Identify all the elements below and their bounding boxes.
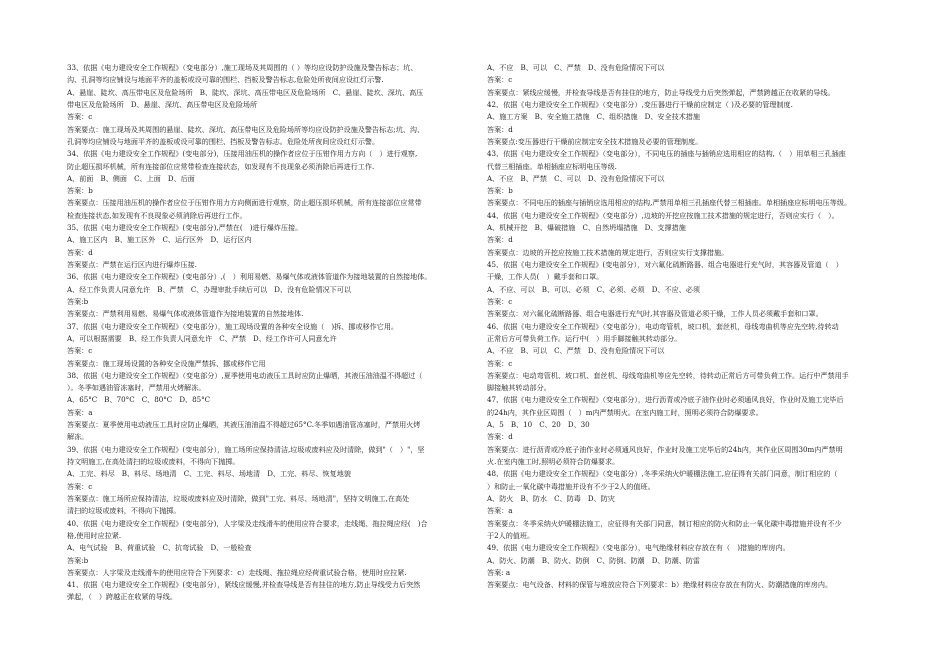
text-line: 答案要点：进行沥青或冷底子油作业时必须通风良好，作业时及施工完毕后的24h内，其作业区周围30m内严禁明 [487,444,843,454]
text-line: 检查连接状态,如发现有不良现象必须消除后再进行工作。 [67,210,247,220]
left-text-column [67,62,472,604]
text-line: 答案要点：人字梁及走线滑车的使用应符合下列要求：c）走线绳、拖拉绳应经荷重试验合格，使用时应拉紧. [67,567,407,577]
text-line: 正常后方可带负荷工作。运行中( ）用手脚接触其转动部分。 [487,333,682,343]
text-line: 48、依据《电力建设安全工作规程》（变电部分）,冬季采纳火炉暖棚法施工,应征得有关部门同意，制订相应的（ [487,469,838,479]
text-line: A、可以根据需要 B、经工作负责人同意允许 C、严禁 D、经工作许可人同意允许 [67,333,337,343]
text-line: 答案：d [487,124,513,134]
text-line: A、施工区内 B、施工区外 C、运行区外 D、运行区内 [67,235,252,245]
text-line: 答案：a [487,506,513,516]
text-line: 37、依据《电力建设安全工作规程》（变电部分），施工现场设置的各种安全设施（ )拆、挪或移作它用。 [67,321,399,331]
text-line: 答案:b [67,555,89,565]
text-line: A、电气试验 B、荷重试验 C、抗弯试验 D、一般检查 [67,543,252,553]
text-line: 45、依据《电力建设安全工作规程》(变电部分），对六氟化硫断路器、组合电器进行充气时，其容器及管道（ ） [487,260,843,269]
text-line: 答案要点：夏季使用电动液压工具时应防止爆晒，其液压油油温不得超过65°C.冬季如遇油管冻塞时，严禁用火烤 [67,420,421,430]
text-line: 答案：c [487,75,513,85]
text-line: 答案要点：紧线应缓慢，并检查导线是否有挂住的地方，防止导线受力后突然弹起，严禁跨越正在收紧的导线。 [487,87,835,97]
text-line: 41、依据《电力建设安全工作规程》(变电部分），紧线应缓慢,并检查导线是否有挂住的地方,防止导线受力后突然 [67,580,421,590]
text-line: A、不应 B、严禁 C、可以 D、没有危险情况下可以 [487,173,665,183]
text-line: 40、依据《电力建设安全工作规程》(变电部分)，人字梁及走线滑车的使用应符合要求，走线绳、拖拉绳应经( )合 [67,518,428,528]
text-line: 35、依据《电力建设安全工作规程》(变电部分),严禁在( )进行爆炸压接。 [67,223,303,233]
text-line: 答案要点：边坡的开挖应按施工技术措施的规定进行，否则应实行支撑措施。 [487,247,729,257]
text-line: 格,使用时应拉紧. [67,530,122,540]
text-line: 代替三相插座。单相插座应标明电压等级. [487,161,617,171]
text-line: A、前面 B、侧面 C、上面 D、后面 [67,173,195,183]
text-line: 答案要点：施工现场设置的各种安全设施严禁拆、挪或移作它用 [67,358,266,368]
text-line: 干燥，工作人员( ）戴手套和口罩。 [487,272,604,282]
text-line: 33、依据《电力建设安全工作规程》（变电部分）,施工现场及其周围的（ ）等均应设防护设施及警告标志；坑、 [67,63,418,72]
text-line: 46、依据《电力建设安全工作规程》（变电部分），电动弯管机，坡口机，套丝机，母线弯曲机等应先空转,待转动 [487,321,839,331]
text-line: A、机械开挖 B、爆破措施 C、自然坍塌措施 D、支撑措施 [487,223,686,233]
text-line: 47、依据《电力建设安全工作规程》（变电部分），进行沥青或冷底子油作业时必须通风良好，作业时及施工完毕后 [487,395,844,405]
text-line: 答案：c [67,346,93,356]
text-line: 49、依据《电力建设安全工作规程》（变电部分），电气绝缘材料应存放在有（ )措施的库房内。 [487,543,790,553]
text-line: ）。冬季如遇油管冻塞时，严禁用火烤解冻。 [67,383,206,393]
text-line: A、不应 B、可以 C、严禁 D、没有危险情况下可以 [487,346,665,356]
text-line: 答案：d [487,235,513,245]
text-line: 34、依据《电力建设安全工作规程》(变电部分)，压接用油压机的操作者应位于压钳作用力方向（ ）进行观察, [67,149,418,159]
text-line: 答案：b [487,186,513,196]
text-line: 答案要点：严禁利用易燃、易爆气体或液体管道作为接地装置的自然接地体. [67,309,304,319]
text-line: 43、依据《电力建设安全工作规程》（变电部分），不同电压的插座与插销应选用相应的结构,（ ）用单相三孔插座 [487,149,846,159]
text-line: 36、依据《电力建设安全工作规程》(变电部分）,( ）利用易燃、易爆气体或液体管道作为接地装置的自然接地体。 [67,272,432,282]
text-line: 清扫的垃圾或废料，不得向下抛掷。 [67,506,181,516]
right-text-column [487,62,892,591]
text-line: 44、依据《电力建设安全工作规程》（变电部分）,边坡的开挖应按施工技术措施的规定进行，否则应实行（ ）。 [487,210,839,220]
text-line: 答案：c [67,112,93,122]
text-line: 答案要点：施工现场及其周围的悬崖、陡坎、深坑、高压带电区及危险场所等均应设防护设施及警告标志;坑、沟、 [67,124,425,134]
text-line: ）和防止一氧化碳中毒措施并设有不少于2人的值班。 [487,481,655,491]
text-line: A、防火 B、防水 C、防毒 D、防灾 [487,493,615,503]
text-line: A、防火、防潮 B、防火、防倒 C、防倒、防潮 D、防潮、防雷 [487,555,700,565]
text-line: 解冻。 [67,432,89,442]
text-line: 答案：c [67,481,93,491]
text-line: 孔洞等均应铺设与地面平齐的盖板或设可靠的围栏、挡板及警告标志。危险处所夜间应设红灯示警。 [67,136,380,146]
text-line: 弹起，（ ）跨越正在收紧的导线。 [67,592,177,602]
text-line: 答案要点：电气设备、材料的保管与堆放应符合下列要求：b）绝缘材料应存放在有防火、防潮措施的库房内。 [487,580,833,590]
text-line: 答案要点：严禁在运行区内进行爆炸压接. [67,260,197,269]
text-line: 38、依据《电力建设安全工作规程》（变电部分）,夏季使用电动液压工具时应防止爆晒，其液压油油温不得超过（ [67,370,423,380]
text-line: 防止超压损坏机械，所有连接部位应常带检查连接状态，如发现有不良现象必须消除后再进行工作. [67,161,375,171]
text-line: 答案要点：对六氟化硫断路器、组合电器进行充气时,其容器及管道必须干燥，工作人员必须戴手套和口罩。 [487,309,823,319]
text-line: 答案要点：冬季采纳火炉暖棚法施工，应征得有关部门同意，制订相应的防火和防止一氧化碳中毒措施并设有不少 [487,518,842,528]
text-line: 的24h内，其作业区周围（ ）m内严禁明火。在室内施工时，照明必须符合防爆要求。 [487,407,763,417]
text-line: 39、依据《电力建设安全工作规程》(变电部分），施工场所应保持清洁,垃圾或废料应及时清除，做到"（ ）"，坚 [67,444,425,454]
text-line: 答案：d [67,247,93,257]
text-line: 火.在室内施工时,照明必须符合防爆要求。 [487,457,620,466]
text-line: 答案要点：电动弯管机、坡口机、套丝机、母线弯曲机等应先空转，待转动正常后方可带负荷工作。运行中严禁用手 [487,370,849,380]
text-line: 于2人的值班。 [487,530,535,540]
text-line: 答案要点：施工场所应保持清洁，垃圾或废料应及时清除，做到"工完、料尽、场地清"，坚持文明施工,在高处 [67,493,410,503]
text-line: A、施工方案 B、安全施工措施 C、组织措施 D、安全技术措施 [487,112,700,122]
text-line: 答案要点：压接用油压机的操作者应位于压钳作用力方向侧面进行观察，防止超压损坏机械，所有连接部位应常带 [67,198,422,208]
text-line: 答案：b [67,186,93,196]
text-line: 答案:b [67,296,89,306]
text-line: 答案：d [487,432,513,442]
text-line: A、不应 B、可以 C、严禁 D、没有危险情况下可以 [487,63,665,72]
text-line: A、不应、可以 B、可以、必须 C、必须、必须 D、不应、必须 [487,284,700,294]
text-line: 脚接触其转动部分。 [487,383,551,393]
text-line: 答案：a [67,407,93,417]
text-line: 答案: a [487,567,511,577]
text-line: 沟、孔洞等均应铺设与地面平齐的盖板或设可靠的围栏、挡板及警告标志,危险处所夜间应设红灯示警. [67,75,384,85]
text-line: 带电区及危险场所 D、悬崖、深坑、高压带电区及危险场所 [67,99,258,109]
text-line: A、经工作负责人同意允许 B、严禁 C、办理审批手续后可以 D、没有危险情况下可以 [67,284,351,294]
text-line: 答案要点:变压器进行干燥前应制定安全技术措施及必要的管理制度。 [487,136,703,146]
text-line: A、悬崖、陡坎、高压带电区及危险场所 B、陡坎、深坑、高压带电区及危险场所 C、悬崖、陡坎、深坑、高压 [67,87,424,97]
text-line: A、工完、料尽 B、料尽、场地清 C、工完、料尽、场地清 D、工完、料尽、恢复地貌 [67,469,351,479]
text-line: A、65°C B、70°C C、80°C D、85°C [67,395,211,405]
text-line: 答案要点：不同电压的插座与插销应选用相应的结构,严禁用单相三孔插座代替三相插座。单相插座应标明电压等级。 [487,198,852,208]
text-line: 持文明施工,在高处清扫的垃圾或废料，不得向下抛掷。 [67,457,240,466]
text-line: 答案：c [487,358,513,368]
text-line: A、5 B、10 C、20 D、30 [487,420,590,430]
text-line: 42、依据《电力建设安全工作规程》（变电部分）,变压器进行干燥前应制定（ )及必要的管理制度. [487,99,793,109]
text-line: 答案：c [487,296,513,306]
